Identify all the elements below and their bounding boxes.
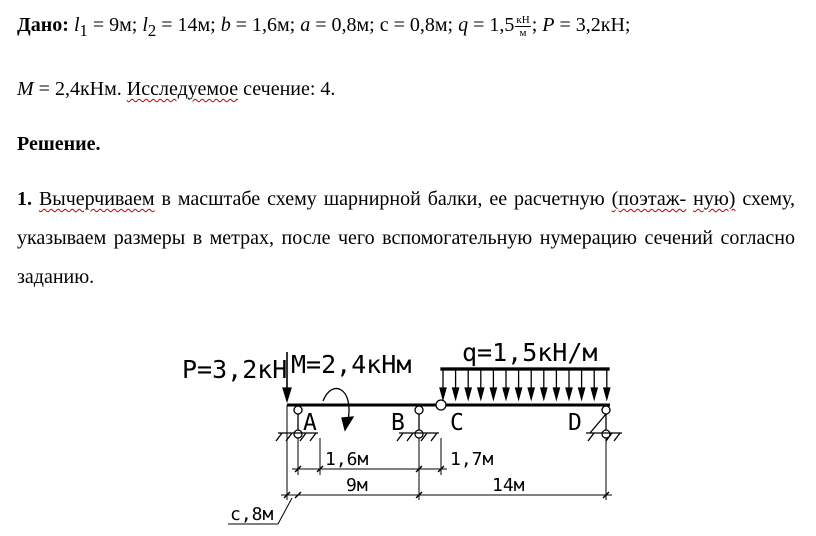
- support-B-bottom-hinge: [415, 430, 423, 438]
- given-label: Дано:: [17, 14, 69, 37]
- q-unit-numerator: кН: [516, 14, 530, 26]
- q-value: = 1,5: [468, 14, 515, 37]
- load-arrowhead: [579, 388, 585, 399]
- leader-c: [278, 498, 292, 524]
- load-arrowhead: [604, 388, 610, 399]
- load-arrowhead: [516, 388, 522, 399]
- a-value: = 0,8м;: [310, 14, 380, 37]
- M-symbol: M: [17, 78, 34, 100]
- step-word-3: ную): [693, 188, 736, 210]
- step-text-2: схему, указываем размеры в метрах, после чего вспомогательную нумерацию сечений согласно заданию.: [17, 188, 796, 288]
- step-text-1: в масштабе схему шарнирной балки, ее расчетную: [154, 188, 612, 210]
- l2-symbol: l: [142, 14, 148, 37]
- load-arrowhead: [465, 388, 471, 399]
- M-value: = 2,4кНм.: [33, 78, 127, 100]
- load-arrowhead: [553, 388, 559, 399]
- step-word-2: (поэтаж-: [611, 188, 687, 210]
- distributed-load-arrows: [440, 370, 610, 399]
- label-P: P=3,2кН: [182, 355, 288, 384]
- c-value: c = 0,8м;: [379, 14, 459, 37]
- point-D: D: [568, 410, 582, 436]
- P-value: = 3,2кН;: [554, 14, 631, 37]
- dim-l1-label: 9м: [346, 475, 368, 496]
- l2-value: = 14м;: [156, 14, 221, 37]
- b-symbol: b: [220, 14, 231, 37]
- dim-b-label: 1,6м: [325, 449, 369, 470]
- l2-subscript: 2: [147, 21, 157, 41]
- b-value: = 1,6м;: [230, 14, 301, 37]
- load-arrowhead: [478, 388, 484, 399]
- load-arrowhead: [591, 388, 597, 399]
- load-arrowhead: [453, 388, 459, 399]
- solution-heading: Решение.: [17, 133, 101, 155]
- point-C: C: [450, 410, 464, 436]
- hinge-C: [436, 400, 446, 410]
- a-symbol: a: [300, 14, 311, 37]
- support-B-top-hinge: [415, 406, 423, 414]
- support-A-top-hinge: [294, 406, 302, 414]
- load-arrowhead: [490, 388, 496, 399]
- section-text: сечение: 4.: [238, 78, 336, 100]
- l1-value: = 9м;: [87, 14, 143, 37]
- step-number: 1.: [17, 188, 32, 210]
- l1-subscript: 1: [79, 21, 88, 41]
- q-unit-denominator: м: [519, 27, 527, 39]
- dim-BC-label: 1,7м: [450, 449, 494, 470]
- load-top-line: [441, 368, 609, 370]
- load-arrowhead: [440, 388, 446, 399]
- step-word-1: Вычерчиваем: [38, 188, 155, 210]
- load-arrowhead: [503, 388, 509, 399]
- label-q: q=1,5кН/м: [462, 338, 598, 367]
- dim-c-label: c,8м: [230, 504, 274, 525]
- l1-symbol: l: [73, 14, 80, 37]
- point-B: B: [391, 410, 405, 436]
- support-D-top-hinge: [602, 406, 610, 414]
- separator: ;: [531, 14, 543, 37]
- q-symbol: q: [458, 14, 469, 37]
- dim-l2-label: 14м: [492, 475, 525, 496]
- section-word: Исследуемое: [126, 78, 239, 100]
- load-arrowhead: [528, 388, 534, 399]
- force-P-arrowhead: [283, 388, 291, 401]
- P-symbol: P: [542, 14, 555, 37]
- moment-arrowhead: [342, 417, 353, 430]
- load-arrowhead: [541, 388, 547, 399]
- label-M: M=2,4кНм: [291, 350, 412, 379]
- load-arrowhead: [566, 388, 572, 399]
- point-A: A: [303, 410, 317, 436]
- support-A-bottom-hinge: [294, 430, 302, 438]
